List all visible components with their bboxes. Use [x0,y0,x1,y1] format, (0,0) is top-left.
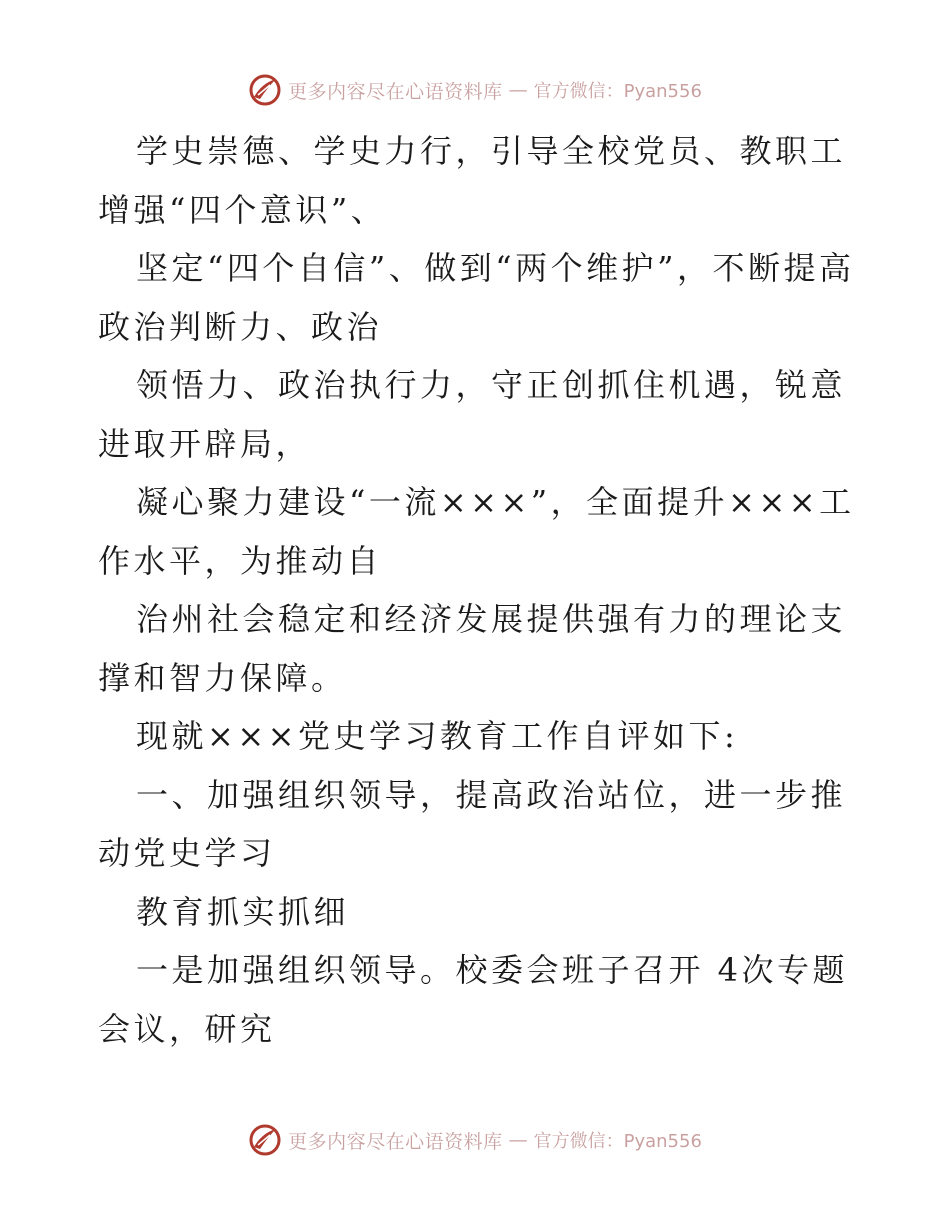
paragraph: 治州社会稳定和经济发展提供强有力的理论支撑和智力保障。 [98,600,847,697]
watermark-official-text: 官方微信：Pyan556 [533,1131,702,1152]
paragraph: 凝心聚力建设“一流×××”，全面提升×××工作水平，为推动自 [98,483,855,580]
document-body [98,122,858,1058]
paragraph: 领悟力、政治执行力，守正创抓住机遇，锐意进取开辟局， [98,366,847,463]
section-heading: 一、加强组织领导，提高政治站位，进一步推动党史学习 [98,775,847,872]
paragraph: 学史崇德、学史力行，引导全校党员、教职工增强“四个意识”、 [98,132,847,229]
watermark-dash: — [508,1129,528,1151]
watermark-site-text: 更多内容尽在心语资料库 [288,80,503,103]
header-watermark [0,70,950,110]
watermark-official-text: 官方微信：Pyan556 [533,81,702,102]
pen-logo-icon [248,1123,282,1157]
watermark-dash: — [508,79,528,101]
footer-watermark [0,1120,950,1160]
paragraph: 坚定“四个自信”、做到“两个维护”，不断提高政治判断力、政治 [98,249,855,346]
pen-logo-icon [248,73,282,107]
paragraph: 一是加强组织领导。校委会班子召开 4次专题会议，研究 [98,951,849,1048]
watermark-site-text: 更多内容尽在心语资料库 [288,1130,503,1153]
paragraph: 教育抓实抓细 [136,892,350,931]
paragraph: 现就×××党史学习教育工作自评如下: [136,717,739,755]
